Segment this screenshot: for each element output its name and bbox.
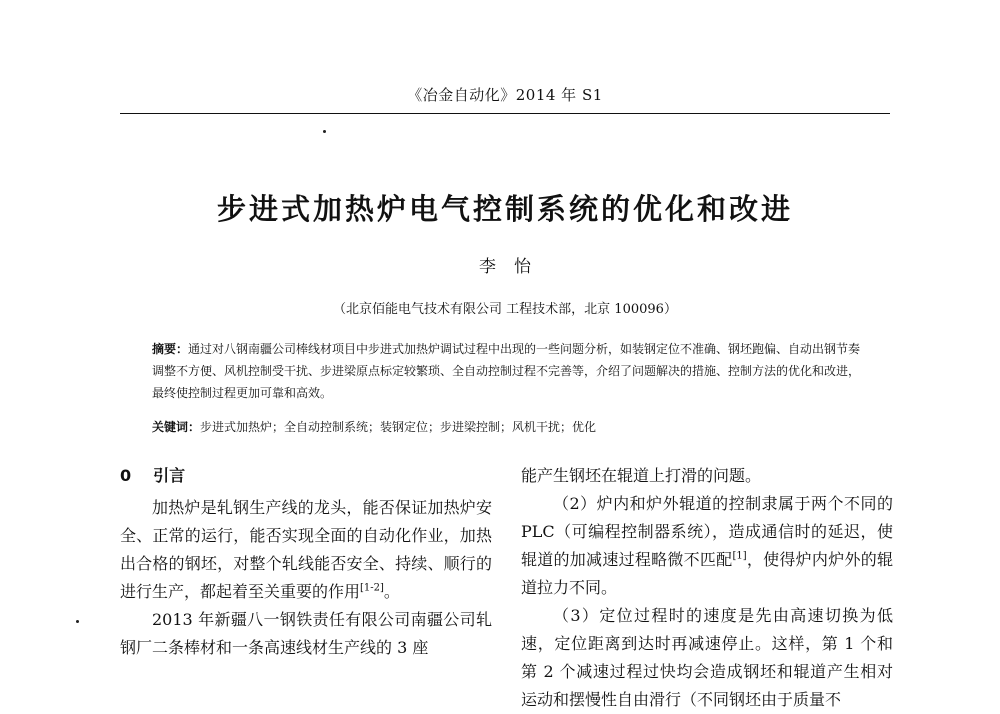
author-name: 李怡 <box>479 257 549 277</box>
body-paragraph <box>521 490 893 602</box>
header-rule <box>120 113 890 114</box>
paragraph-text: 加热炉是轧钢生产线的龙头，能否保证加热炉安全、正常的运行，能否实现全面的自动化作业，加热出合格的钢坯，对整个轧线能否安全、持续、顺行的进行生产，都起着至关重要的作用 <box>120 498 492 601</box>
scan-speck <box>76 620 79 623</box>
section-number: 0 <box>120 466 132 485</box>
paragraph-text: 。 <box>383 582 400 601</box>
running-header: 《冶金自动化》2014 年 S1 <box>407 86 603 104</box>
body-paragraph: 能产生钢坯在辊道上打滑的问题。 <box>521 466 762 485</box>
abstract-text: 通过对八钢南疆公司棒线材项目中步进式加热炉调试过程中出现的一些问题分析，如装钢定位不准确、钢坯跑偏、自动出钢节奏调整不方便、风机控制受干扰、步进梁原点标定较繁琐、全自动控制过程不完善等，介绍了问题解决的措施、控制方法的优化和改进，最终使控制过程更加可靠和高效。 <box>152 342 861 400</box>
paragraph-text: （2）炉内和炉外辊道的控制隶属于两个不同的 PLC（可编程控制器系统），造成通信时的延迟，使辊道的加减速过程略微不匹配 <box>521 494 893 569</box>
keywords <box>152 416 867 438</box>
body-paragraph: （3）定位过程时的速度是先由高速切换为低速，定位距离到达时再减速停止。这样，第 1 个和第 2 个减速过程过快均会造成钢坯和辊道产生相对运动和摆慢性自由滑行（不同钢坯由于质量不 <box>521 606 893 709</box>
author-affiliation: （北京佰能电气技术有限公司 工程技术部，北京 100096） <box>333 302 677 317</box>
body-column-left <box>120 462 492 662</box>
keywords-text: 步进式加热炉；全自动控制系统；装钢定位；步进梁控制；风机干扰；优化 <box>200 420 597 434</box>
body-paragraph: 2013 年新疆八一钢铁责任有限公司南疆公司轧钢厂二条棒材和一条高速线材生产线的 3 座 <box>120 610 492 657</box>
keywords-label: 关键词： <box>152 420 201 434</box>
paragraph-text: ，使得炉内炉外的辊道拉力不同。 <box>521 550 893 597</box>
section-heading <box>120 462 492 490</box>
abstract <box>152 338 867 404</box>
citation: [1] <box>732 550 747 562</box>
scan-speck <box>323 130 326 133</box>
citation: [1-2] <box>360 582 384 594</box>
abstract-label: 摘要： <box>152 342 189 356</box>
body-column-right <box>521 462 893 714</box>
section-title: 引言 <box>153 466 186 485</box>
body-paragraph <box>120 494 492 606</box>
article-title: 步进式加热炉电气控制系统的优化和改进 <box>216 192 793 226</box>
